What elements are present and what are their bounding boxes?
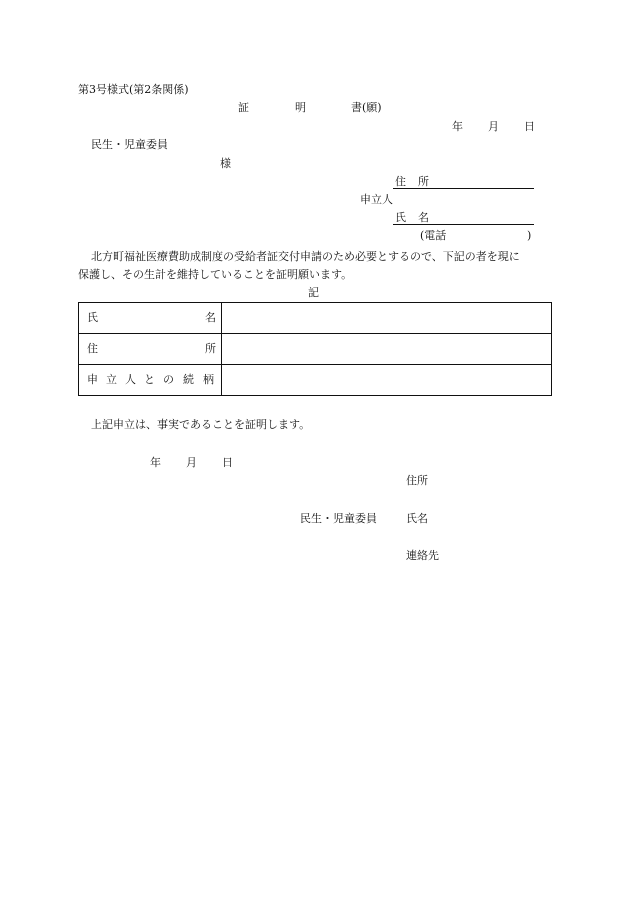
addressee-honorific: 様 xyxy=(220,157,231,170)
applicant-name-label-1: 氏 xyxy=(395,211,406,224)
label-char: 所 xyxy=(205,342,216,355)
row-value-name[interactable] xyxy=(222,303,552,334)
table-row xyxy=(79,303,552,334)
table-row xyxy=(79,365,552,396)
applicant-role: 申立人 xyxy=(360,193,393,206)
date-bottom-month: 月 xyxy=(186,456,197,469)
label-char: 柄 xyxy=(203,373,214,386)
label-char: と xyxy=(144,373,155,386)
applicant-address-label-1: 住 xyxy=(395,175,406,188)
row-label-address xyxy=(79,334,222,365)
row-label-name xyxy=(79,303,222,334)
title-char-2: 明 xyxy=(295,101,306,114)
subject-table xyxy=(78,302,552,396)
row-value-relationship[interactable] xyxy=(222,365,552,396)
table-row xyxy=(79,334,552,365)
certifier-name-label: 氏名 xyxy=(406,512,428,525)
certify-text: 上記申立は、事実であることを証明します。 xyxy=(91,418,311,431)
applicant-address-label-2: 所 xyxy=(418,175,429,188)
applicant-name-label-2: 名 xyxy=(418,211,429,224)
label-char: 立 xyxy=(106,373,117,386)
ki-marker: 記 xyxy=(308,286,319,299)
date-top-year: 年 xyxy=(452,120,463,133)
label-char: 氏 xyxy=(87,311,98,324)
label-char: の xyxy=(163,373,174,386)
label-char: 住 xyxy=(87,342,98,355)
label-char: 申 xyxy=(87,373,98,386)
title-char-1: 証 xyxy=(238,101,249,114)
addressee-org: 民生・児童委員 xyxy=(91,138,168,151)
applicant-address-line xyxy=(393,188,534,189)
date-top-month: 月 xyxy=(488,120,499,133)
date-top-day: 日 xyxy=(524,120,535,133)
body-text-line-2: 保護し、その生計を維持していることを証明願います。 xyxy=(78,268,353,281)
label-char: 名 xyxy=(205,311,216,324)
date-bottom-year: 年 xyxy=(150,456,161,469)
certifier-org: 民生・児童委員 xyxy=(300,512,377,525)
title-char-3: 書(願) xyxy=(351,101,382,114)
applicant-phone-label: (電話 xyxy=(420,229,447,242)
label-char: 人 xyxy=(125,373,136,386)
form-number: 第3号様式(第2条関係) xyxy=(78,83,189,96)
body-text-line-1: 北方町福祉医療費助成制度の受給者証交付申請のため必要とするので、下記の者を現に xyxy=(91,250,520,263)
certifier-address-label: 住所 xyxy=(406,474,428,487)
applicant-phone-close: ) xyxy=(527,229,532,242)
certifier-contact-label: 連絡先 xyxy=(406,549,439,562)
label-char: 続 xyxy=(183,373,194,386)
row-label-relationship xyxy=(79,365,222,396)
applicant-name-line xyxy=(393,224,534,225)
date-bottom-day: 日 xyxy=(222,456,233,469)
row-value-address[interactable] xyxy=(222,334,552,365)
